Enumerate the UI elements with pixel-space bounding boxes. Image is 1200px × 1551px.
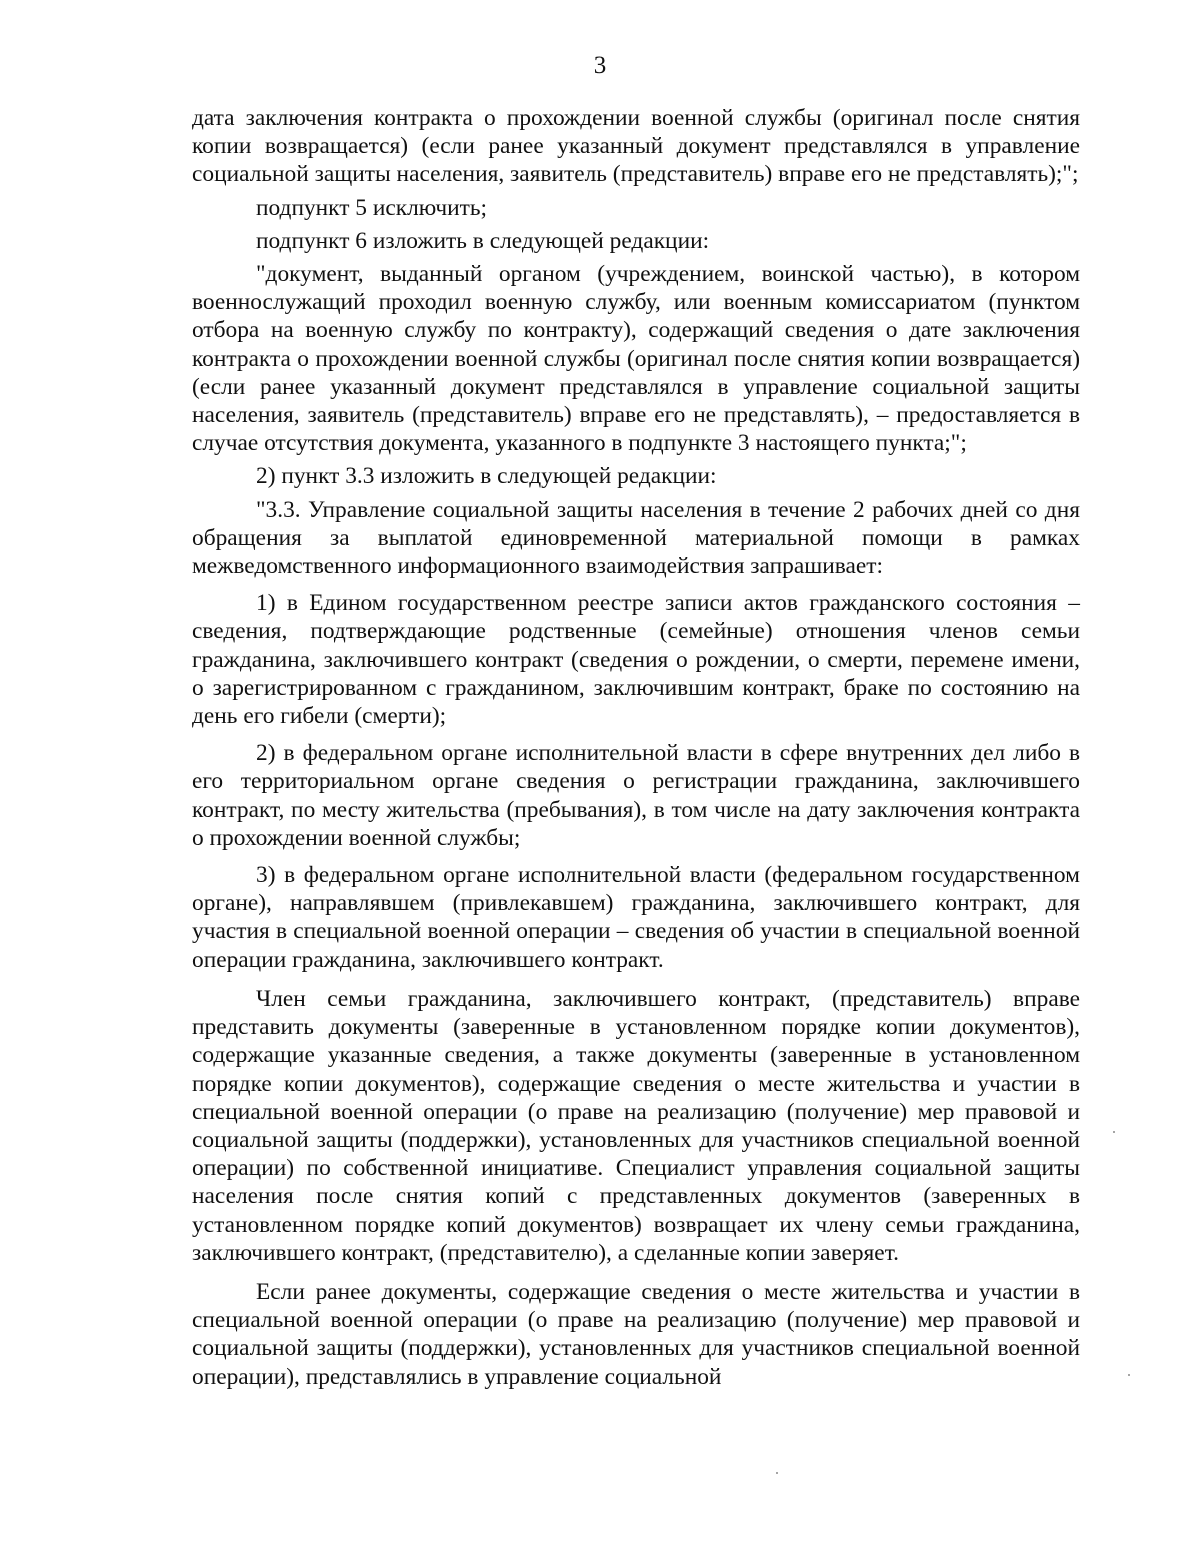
page-number: 3 <box>593 52 607 79</box>
paragraph-if-previously: Если ранее документы, содержащие сведения о месте жительства и участии в специальной военной операции (о праве на реализацию (получение) мер правовой и социальной защиты (поддержки), установленных для участников специальной военной операции), представлялись в управление социальной <box>192 1278 1080 1390</box>
paragraph-subitem-6: подпункт 6 изложить в следующей редакции: <box>256 227 710 254</box>
paragraph-item-2: 2) пункт 3.3 изложить в следующей редакции: <box>256 463 717 490</box>
paragraph-continuation: дата заключения контракта о прохождении военной службы (оригинал после снятия копии возвращается) (если ранее указанный документ представлялся в управление социальной защиты населения, заявитель (представитель) вправе его не представлять);"; <box>192 105 1080 188</box>
paragraph-request-3: 3) в федеральном органе исполнительной власти (федеральном государственном органе), направлявшем (привлекавшем) гражданина, заключившего контракт, для участия в специальной военной операции – сведения об участии в специальной военной операции гражданина, заключившего контракт. <box>192 862 1080 973</box>
paragraph-subitem-5: подпункт 5 исключить; <box>256 194 488 221</box>
paragraph-document-text: "документ, выданный органом (учреждением, воинской частью), в котором военнослужащий проходил военную службу, или военным комиссариатом (пунктом отбора на военную службу по контракту), содержащий сведения о дате заключения контракта о прохождении военной службы (оригинал после снятия копии возвращается) (если ранее указанный документ представлялся в управление социальной защиты населения, заявитель (представитель) вправе его не представлять), – предоставляется в случае отсутствия документа, указанного в подпункте 3 настоящего пункта;"; <box>192 261 1080 457</box>
scan-speck <box>1128 1374 1130 1376</box>
paragraph-request-2: 2) в федеральном органе исполнительной власти в сфере внутренних дел либо в его территориальном органе сведения о регистрации гражданина, заключившего контракт, по месту жительства (пребывания), в том числе на дату заключения контракта о прохождении военной службы; <box>192 740 1080 851</box>
scan-speck <box>776 1472 778 1474</box>
paragraph-3-3: "3.3. Управление социальной защиты населения в течение 2 рабочих дней со дня обращения за выплатой единовременной материальной помощи в рамках межведомственного информационного взаимодействия запрашивает: <box>192 496 1080 580</box>
paragraph-family-member: Член семьи гражданина, заключившего контракт, (представитель) вправе представить документы (заверенные в установленном порядке копии документов), содержащие указанные сведения, а также документы (заверенные в установленном порядке копии документов), содержащие сведения о месте жительства и участии в специальной военной операции (о праве на реализацию (получение) мер правовой и социальной защиты (поддержки), установленных для участников специальной военной операции) по собственной инициативе. Специалист управления социальной защиты населения после снятия копий с представленных документов (заверенных в установленном порядке копий документов) возвращает их члену семьи гражданина, заключившего контракт, (представителю), а сделанные копии заверяет. <box>192 985 1080 1266</box>
document-body <box>192 104 1080 1391</box>
scan-speck <box>1113 1131 1115 1133</box>
paragraph-request-1: 1) в Едином государственном реестре записи актов гражданского состояния – сведения, подтверждающие родственные (семейные) отношения членов семьи гражданина, заключившего контракт (сведения о рождении, о смерти, перемене имени, о зарегистрированном с гражданином, заключившим контракт, браке по состоянию на день его гибели (смерти); <box>192 590 1080 730</box>
